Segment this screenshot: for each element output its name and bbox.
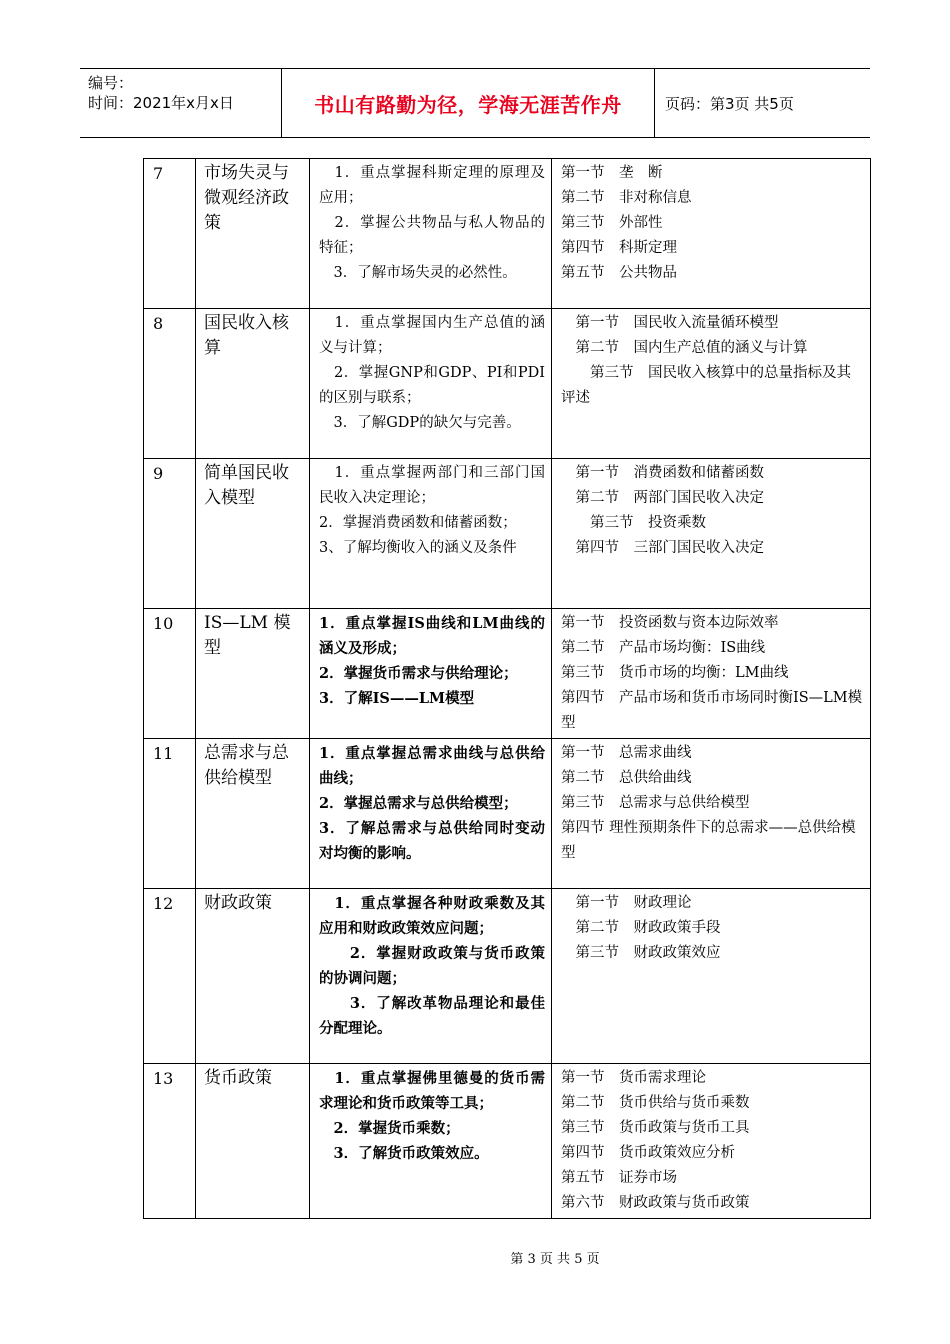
section-item: 第四节 货币政策效应分析 bbox=[561, 1145, 735, 1161]
requirements-cell bbox=[310, 1064, 552, 1219]
chapter-title: 市场失灵与微观经济政策 bbox=[196, 159, 310, 309]
requirement-item: 3．了解货币政策效应。 bbox=[319, 1145, 489, 1162]
table-row bbox=[144, 1064, 871, 1219]
section-item: 第一节 垄 断 bbox=[561, 165, 663, 181]
sections-cell bbox=[552, 889, 871, 1064]
requirement-item: 3．了解IS——LM模型 bbox=[319, 690, 475, 707]
requirement-item: 1．重点掌握国内生产总值的涵义与计算； bbox=[319, 315, 545, 356]
requirement-item: 2．掌握公共物品与私人物品的特征； bbox=[319, 215, 545, 256]
sections-cell bbox=[552, 459, 871, 609]
section-item: 第一节 总需求曲线 bbox=[561, 745, 692, 761]
requirements-cell bbox=[310, 459, 552, 609]
sections-cell bbox=[552, 739, 871, 889]
chapter-number: 7 bbox=[144, 159, 196, 309]
chapter-number: 10 bbox=[144, 609, 196, 739]
requirement-item: 3．了解总需求与总供给同时变动对均衡的影响。 bbox=[319, 820, 545, 862]
requirement-item: 1．重点掌握IS曲线和LM曲线的涵义及形成； bbox=[319, 615, 545, 657]
chapter-title: 总需求与总供给模型 bbox=[196, 739, 310, 889]
section-item: 第五节 证券市场 bbox=[561, 1170, 677, 1186]
requirements-cell bbox=[310, 609, 552, 739]
table-row bbox=[144, 459, 871, 609]
sections-cell bbox=[552, 609, 871, 739]
time-label: 时间：2021年x月x日 bbox=[88, 94, 234, 112]
section-item: 第四节 科斯定理 bbox=[561, 240, 677, 256]
section-item: 第三节 外部性 bbox=[561, 215, 663, 231]
table-row bbox=[144, 889, 871, 1064]
requirements-cell bbox=[310, 159, 552, 309]
requirements-cell bbox=[310, 309, 552, 459]
requirement-item: 1．重点掌握各种财政乘数及其应用和财政政策效应问题； bbox=[319, 895, 545, 937]
section-item: 第一节 投资函数与资本边际效率 bbox=[561, 615, 779, 631]
requirement-item: 1．重点掌握两部门和三部门国民收入决定理论； bbox=[319, 465, 545, 506]
section-item: 第一节 货币需求理论 bbox=[561, 1070, 706, 1086]
section-item: 第二节 总供给曲线 bbox=[561, 770, 692, 786]
chapter-number: 9 bbox=[144, 459, 196, 609]
section-item: 第一节 国民收入流量循环模型 bbox=[561, 315, 779, 331]
requirement-item: 1．重点掌握总需求曲线与总供给曲线； bbox=[319, 745, 545, 787]
page-footer: 第 3 页 共 5 页 bbox=[510, 1252, 600, 1267]
section-item: 第四节 三部门国民收入决定 bbox=[561, 540, 764, 556]
requirement-item: 2．掌握消费函数和储蓄函数； bbox=[319, 515, 517, 531]
requirement-item: 3．了解改革物品理论和最佳分配理论。 bbox=[319, 995, 545, 1037]
requirement-item: 3．了解市场失灵的必然性。 bbox=[319, 265, 517, 281]
table-row bbox=[144, 159, 871, 309]
section-item: 第一节 财政理论 bbox=[561, 895, 692, 911]
section-item: 第四节 理性预期条件下的总需求——总供给模型 bbox=[561, 820, 856, 861]
header-motto: 书山有路勤为径，学海无涯苦作舟 bbox=[282, 69, 655, 137]
section-item: 第一节 消费函数和储蓄函数 bbox=[561, 465, 764, 481]
section-item: 第五节 公共物品 bbox=[561, 265, 677, 281]
section-item: 第二节 两部门国民收入决定 bbox=[561, 490, 764, 506]
sections-cell bbox=[552, 159, 871, 309]
table-row bbox=[144, 309, 871, 459]
requirement-item: 2．掌握财政政策与货币政策的协调问题； bbox=[319, 945, 545, 987]
chapter-number: 13 bbox=[144, 1064, 196, 1219]
requirement-item: 1．重点掌握佛里德曼的货币需求理论和货币政策等工具； bbox=[319, 1070, 545, 1112]
sections-cell bbox=[552, 309, 871, 459]
requirements-cell bbox=[310, 889, 552, 1064]
section-item: 第二节 货币供给与货币乘数 bbox=[561, 1095, 750, 1111]
section-item: 第三节 货币政策与货币工具 bbox=[561, 1120, 750, 1136]
syllabus-table bbox=[143, 158, 871, 1219]
chapter-title: 货币政策 bbox=[196, 1064, 310, 1219]
section-item: 第三节 货币市场的均衡：LM曲线 bbox=[561, 665, 789, 681]
section-item: 第二节 国内生产总值的涵义与计算 bbox=[561, 340, 808, 356]
chapter-title: 简单国民收入模型 bbox=[196, 459, 310, 609]
table-row bbox=[144, 739, 871, 889]
header-page-label: 页码：第3页 共5页 bbox=[665, 94, 794, 113]
section-item: 第四节 产品市场和货币市场同时衡IS—LM模型 bbox=[561, 690, 863, 731]
section-item: 第三节 投资乘数 bbox=[561, 515, 706, 531]
section-item: 第三节 国民收入核算中的总量指标及其评述 bbox=[561, 365, 851, 406]
chapter-title: IS—LM 模型 bbox=[196, 609, 310, 739]
chapter-number: 8 bbox=[144, 309, 196, 459]
page-header bbox=[80, 68, 870, 138]
section-item: 第二节 财政政策手段 bbox=[561, 920, 721, 936]
requirement-item: 2．掌握总需求与总供给模型； bbox=[319, 795, 518, 812]
chapter-title: 财政政策 bbox=[196, 889, 310, 1064]
section-item: 第二节 非对称信息 bbox=[561, 190, 692, 206]
requirement-item: 3、了解均衡收入的涵义及条件 bbox=[319, 540, 517, 556]
chapter-number: 12 bbox=[144, 889, 196, 1064]
requirement-item: 2．掌握货币乘数； bbox=[319, 1120, 460, 1137]
table-row bbox=[144, 609, 871, 739]
requirement-item: 2．掌握货币需求与供给理论； bbox=[319, 665, 518, 682]
requirements-cell bbox=[310, 739, 552, 889]
section-item: 第二节 产品市场均衡：IS曲线 bbox=[561, 640, 766, 656]
requirement-item: 3．了解GDP的缺欠与完善。 bbox=[319, 415, 521, 431]
section-item: 第六节 财政政策与货币政策 bbox=[561, 1195, 750, 1211]
chapter-title: 国民收入核算 bbox=[196, 309, 310, 459]
header-meta bbox=[80, 69, 282, 137]
requirement-item: 1．重点掌握科斯定理的原理及应用； bbox=[319, 165, 545, 206]
requirement-item: 2．掌握GNP和GDP、PI和PDI的区别与联系； bbox=[319, 365, 545, 406]
chapter-number: 11 bbox=[144, 739, 196, 889]
section-item: 第三节 总需求与总供给模型 bbox=[561, 795, 750, 811]
sections-cell bbox=[552, 1064, 871, 1219]
section-item: 第三节 财政政策效应 bbox=[561, 945, 721, 961]
number-label: 编号： bbox=[88, 74, 134, 92]
